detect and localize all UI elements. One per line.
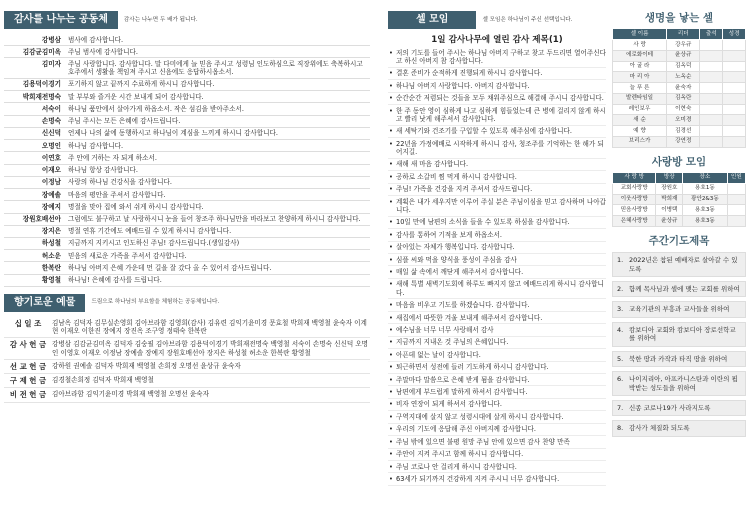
cell-group-cell: 김경선 bbox=[667, 126, 700, 137]
cell-group-cell: 김옥란 bbox=[667, 93, 700, 104]
sarangbang-title: 사랑방 모임 bbox=[651, 155, 707, 168]
sarangbang-header-cell: 사 랑 방 bbox=[613, 172, 656, 183]
gratitude-item: • 주님 코로나 안 걸리게 하시니 감사합니다. bbox=[388, 463, 606, 474]
sarangbang-cell bbox=[727, 194, 745, 205]
thanks-text: 말 부부와 즐거운 시간 보내게 되어 감사합니다. bbox=[68, 92, 204, 101]
prayer-text: 2022년은 참된 예배자로 살아갈 수 있도록 bbox=[629, 256, 738, 273]
thanks-row bbox=[4, 226, 370, 238]
cell-group-row bbox=[613, 137, 746, 148]
thanks-text: 그럼에도 불구하고 날 사랑하시니 눈을 들어 창조주 하나님만을 바라보고 찬양하게 하시니 감사합니다. bbox=[68, 215, 361, 224]
gratitude-item: • 한 주 동안 영이 심하게 나고 심하게 힘들었는데 큰 병에 걸리지 않게 하시고 빨리 낫게 해주셔서 감사합니다. bbox=[388, 107, 606, 126]
thanks-name: 손명숙 bbox=[41, 117, 61, 126]
prayer-item bbox=[612, 351, 746, 367]
cell-group-cell: 오미경 bbox=[667, 115, 700, 126]
thanks-text: 마음의 평안을 주셔서 감사합니다. bbox=[68, 190, 166, 199]
cell-group-row bbox=[613, 40, 746, 51]
thanks-row bbox=[4, 103, 370, 115]
cell-group-cell: 마 리 아 bbox=[613, 72, 667, 83]
gratitude-item: • 공하로 소갈비 찜 먹게 하시니 감사합니다. bbox=[388, 173, 606, 184]
gratitude-item: • 아픈데 없는 날이 감사합니다. bbox=[388, 351, 606, 362]
thanks-row bbox=[4, 46, 370, 58]
cell-group-row bbox=[613, 61, 746, 72]
thanks-text: 언제나 나의 삶에 동행하시고 하나님이 계심을 느끼게 하시니 감사합니다. bbox=[68, 129, 278, 138]
thanks-text: 믿음의 새로운 가족을 주셔서 감사합니다. bbox=[68, 251, 187, 260]
thanks-row bbox=[4, 116, 370, 128]
gratitude-item: • 마음을 비우고 기도를 하겠습니다. 감사합니다. bbox=[388, 301, 606, 312]
thanks-text: 포기하지 않고 끝까지 수료하게 하시니 감사합니다. bbox=[68, 80, 215, 89]
sarangbang-row bbox=[613, 216, 746, 227]
prayer-text: 감사가 체질화 되도록 bbox=[629, 424, 690, 433]
sarangbang-cell: 이웃사랑방 bbox=[613, 194, 656, 205]
gratitude-item: • 새해 특별 새벽기도회에 하루도 빠지지 않고 예배드리게 하시니 감사합니다. bbox=[388, 280, 606, 299]
thanks-name: 이정남 bbox=[41, 178, 61, 187]
cell-group-cell bbox=[700, 83, 723, 94]
thanks-row bbox=[4, 189, 370, 201]
prayer-item bbox=[612, 252, 746, 277]
cell-group-row bbox=[613, 83, 746, 94]
sarangbang-cell: 교회사랑방 bbox=[613, 183, 656, 194]
cell-group-cell bbox=[723, 50, 746, 61]
cell-group-cell: 브리스가 bbox=[613, 137, 667, 148]
offering-list bbox=[4, 317, 370, 403]
thanks-row bbox=[4, 250, 370, 262]
left-column bbox=[4, 0, 370, 403]
offering-section-header bbox=[4, 293, 370, 313]
prayer-text: 나이지리아, 아프카니스탄과 이란의 핍박받는 성도들을 위하여 bbox=[629, 375, 738, 392]
cell-group-cell bbox=[723, 104, 746, 115]
sarangbang-header-cell: 장소 bbox=[683, 172, 728, 183]
cell-group-cell: 강우규 bbox=[667, 40, 700, 51]
sarangbang-header-cell: 방장 bbox=[656, 172, 683, 183]
offering-type: 비 전 헌 금 bbox=[9, 390, 47, 400]
gratitude-item: • 심플 씨와 먹을 양식을 풍성이 주심을 감사 bbox=[388, 256, 606, 267]
thanks-row bbox=[4, 275, 370, 287]
cell-group-cell: 에로화이테 bbox=[613, 50, 667, 61]
cell-group-row bbox=[613, 115, 746, 126]
thanks-text: 주 안에 거하는 자 되게 하소서. bbox=[68, 153, 158, 162]
cell-group-row bbox=[613, 93, 746, 104]
thanks-name: 박희재전명숙 bbox=[22, 92, 61, 101]
cell-group-cell bbox=[723, 83, 746, 94]
thanks-row bbox=[4, 262, 370, 274]
gratitude-item: • 비자 연장이 되게 하셔서 감사합니다. bbox=[388, 400, 606, 411]
gratitude-item: • 새집에서 따뜻한 겨울 보내게 해주셔서 감사합니다. bbox=[388, 314, 606, 325]
cell-group-cell bbox=[700, 137, 723, 148]
gratitude-item: • 구역지대에 살지 않고 성령시대에 살게 하시니 감사합니다. bbox=[388, 413, 606, 424]
gratitude-item: • 감사를 통하여 기적을 보게 하옵소서. bbox=[388, 231, 606, 242]
thanks-row bbox=[4, 214, 370, 226]
gratitude-item: • 10일 만에 남편의 소식을 들을 수 있도록 하심을 감사합니다. bbox=[388, 218, 606, 229]
cell-group-cell: 이현숙 bbox=[667, 104, 700, 115]
gratitude-item: • 주님! 가족을 건강을 지켜 주셔서 감사드립니다. bbox=[388, 185, 606, 196]
gratitude-heading: 1일 감사나무에 열린 감사 제목(1) bbox=[431, 35, 563, 45]
cell-group-cell bbox=[723, 126, 746, 137]
thanks-name: 허소운 bbox=[41, 251, 61, 260]
thanks-name: 김용덕이경기 bbox=[22, 80, 61, 89]
sarangbang-cell: 윤상규 bbox=[656, 216, 683, 227]
thanks-name: 김미자 bbox=[41, 59, 61, 68]
thanks-subtitle: 감사는 나누면 두 배가 됩니다. bbox=[123, 16, 198, 23]
cell-group-header-cell: 출석 bbox=[700, 29, 723, 40]
thanks-text: 주님 범사에 감사합니다. bbox=[68, 47, 138, 56]
prayer-text: 함께 목사님과 셀에 맺는 교회를 위하여 bbox=[629, 284, 740, 293]
prayer-number: 1. bbox=[617, 256, 624, 265]
thanks-text: 사랑의 하나님 건강식을 감사합니다. bbox=[68, 178, 172, 187]
cell-group-cell: 늘 푸 른 bbox=[613, 83, 667, 94]
cell-group-cell: 발렌타임일 bbox=[613, 93, 667, 104]
cell-group-row bbox=[613, 50, 746, 61]
offering-names: 강하원 권예솔 김덕자 박희재 백영철 손희정 오명선 윤상규 윤숙자 bbox=[52, 361, 241, 370]
thanks-name: 이연호 bbox=[41, 153, 61, 162]
prayer-item bbox=[612, 301, 746, 317]
sarangbang-header-cell: 인원 bbox=[727, 172, 745, 183]
cell-group-header-cell: 성경 bbox=[723, 29, 746, 40]
middle-column bbox=[388, 0, 606, 487]
cell-group-cell bbox=[700, 50, 723, 61]
prayer-number: 3. bbox=[617, 305, 624, 314]
offering-row bbox=[4, 317, 370, 338]
thanks-row bbox=[4, 152, 370, 164]
gratitude-item: • 새해 새 마음 감사합니다. bbox=[388, 160, 606, 171]
thanks-name: 김감균김미옥 bbox=[22, 47, 61, 56]
prayer-number: 2. bbox=[617, 284, 624, 293]
thanks-text: 하나님 항상 감사합니다. bbox=[68, 166, 138, 175]
thanks-text: 하나님 품안에서 살아가게 하옵소서. 작은 섬김을 받아주소서. bbox=[68, 104, 245, 113]
sarangbang-row bbox=[613, 183, 746, 194]
sarangbang-cell: 믿음사랑방 bbox=[613, 205, 656, 216]
offering-type: 십 일 조 bbox=[14, 318, 42, 328]
sarangbang-row bbox=[613, 194, 746, 205]
cell-group-cell bbox=[700, 40, 723, 51]
sarangbang-cell: 용호3동 bbox=[683, 216, 728, 227]
cell-group-cell: 레인보우 bbox=[613, 104, 667, 115]
thanks-text: 주님 사랑합니다. 감사합니다. 말 다미에게 늘 믿음 주시고 성령님 인도하심으로 직장위에도 축복하시고 호주에서 생활을 책임져 주시고 신음에도 응답하시옵소서. bbox=[68, 59, 363, 77]
gratitude-item: • 하나님 아버지 사랑합니다. 아버지 감사합니다. bbox=[388, 82, 606, 93]
prayer-item bbox=[612, 371, 746, 396]
cell-group-cell: 윤숙자 bbox=[667, 83, 700, 94]
sarangbang-cell bbox=[727, 183, 745, 194]
cell-group-cell bbox=[723, 137, 746, 148]
thanks-text: 하나님 아버지 은혜 가운데 먼 길을 잘 갔다 올 수 있어서 감사드립니다. bbox=[68, 263, 272, 272]
cell-group-header-cell: 리더 bbox=[667, 29, 700, 40]
offering-row bbox=[4, 374, 370, 388]
offering-names: 김경철손희정 김덕자 박희재 백영철 bbox=[52, 376, 154, 385]
prayer-number: 7. bbox=[617, 404, 624, 412]
thanks-text: 범사에 감사합니다. bbox=[68, 35, 124, 44]
sarangbang-cell: 광안2&3동 bbox=[683, 194, 728, 205]
thanks-text: 지금까지 지키시고 인도하신 주님! 감사드립니다.(생일감사) bbox=[68, 239, 240, 248]
gratitude-item: • 살아있는 자체가 행복입니다. 감사합니다. bbox=[388, 243, 606, 254]
gratitude-item: • 결혼 준비가 순적하게 진행되게 하시니 감사합니다. bbox=[388, 69, 606, 80]
cell-group-cell: 아 굴 라 bbox=[613, 61, 667, 72]
gratitude-item: • 매일 삶 속에서 깨닫게 해주셔서 감사합니다. bbox=[388, 268, 606, 279]
thanks-row bbox=[4, 128, 370, 140]
prayer-list bbox=[612, 252, 746, 437]
cell-group-row bbox=[613, 72, 746, 83]
cell-group-header-cell: 셀 이름 bbox=[613, 29, 667, 40]
cell-group-cell bbox=[700, 115, 723, 126]
offering-row bbox=[4, 338, 370, 359]
sarangbang-cell: 용호3동 bbox=[683, 205, 728, 216]
offering-title: 향기로운 예물 bbox=[4, 294, 85, 313]
gratitude-item: • 우리의 기도에 응답해 주신 아버지께 감사합니다. bbox=[388, 425, 606, 436]
gratitude-list bbox=[388, 49, 606, 486]
gratitude-item: • 63세가 되기까지 건강하게 지켜 주시니 너무 감사합니다. bbox=[388, 475, 606, 486]
thanks-section-header bbox=[4, 10, 370, 30]
thanks-row bbox=[4, 140, 370, 152]
sarangbang-cell: 은혜사랑방 bbox=[613, 216, 656, 227]
thanks-row bbox=[4, 238, 370, 250]
cell-group-cell: 사 랑 bbox=[613, 40, 667, 51]
offering-type: 감 사 헌 금 bbox=[9, 340, 47, 350]
thanks-name: 장지은 bbox=[41, 227, 61, 236]
cell-group-cell: 새 순 bbox=[613, 115, 667, 126]
prayer-item bbox=[612, 322, 746, 347]
thanks-row bbox=[4, 91, 370, 103]
offering-row bbox=[4, 360, 370, 374]
sarangbang-cell: 박희재 bbox=[656, 194, 683, 205]
offering-names: 김남옥 김덕자 김무실손영희 김아브라함 김영희(감사) 김유련 김익기윤미경 문효철 박희재 백영철 윤숙자 이계현 이재오 이한진 장예지 장진옥 조구영 정태숙 한복란 bbox=[52, 318, 367, 336]
sarangbang-row bbox=[613, 205, 746, 216]
sarangbang-cell bbox=[727, 216, 745, 227]
sarangbang-table bbox=[612, 172, 746, 227]
thanks-text: 하나님 감사합니다. bbox=[68, 141, 124, 150]
thanks-name: 오명인 bbox=[41, 141, 61, 150]
gratitude-item: • 22년을 가정예배로 시작하게 하시니 감사, 청조주를 기억하는 한 해가 되어지길. bbox=[388, 140, 606, 159]
thanks-name: 한복란 bbox=[41, 263, 61, 272]
offering-type: 선 교 헌 금 bbox=[9, 361, 47, 371]
thanks-name: 서숙이 bbox=[41, 104, 61, 113]
gratitude-item: • 퇴근하면서 성전에 들러 기도하게 하시니 감사합니다. bbox=[388, 363, 606, 374]
thanks-text: 명절 연휴 기간에도 예배드릴 수 있게 하시니 감사합니다. bbox=[68, 227, 232, 236]
thanks-name: 신신덕 bbox=[41, 129, 61, 138]
cell-group-table bbox=[612, 28, 746, 148]
thanks-title: 감사를 나누는 공동체 bbox=[4, 11, 118, 30]
thanks-row bbox=[4, 165, 370, 177]
cell-group-cell bbox=[723, 93, 746, 104]
thanks-row bbox=[4, 79, 370, 91]
offering-names: 김아브라함 김익기윤미경 박희재 백영철 오명선 윤숙자 bbox=[52, 390, 209, 399]
thanks-name: 장원호배선아 bbox=[22, 215, 61, 224]
prayer-text: 신종 코로나19가 사라지도록 bbox=[629, 404, 711, 412]
cell-group-title: 생명을 낳는 셀 bbox=[644, 12, 714, 24]
sarangbang-cell: 이병택 bbox=[656, 205, 683, 216]
cell-meeting-subtitle: 셀 모임은 하나님이 주신 선택입니다. bbox=[482, 16, 573, 23]
gratitude-item: • 주님 밖에 있으면 불평 원망 주님 안에 있으면 감사 찬양 만족 bbox=[388, 438, 606, 449]
cell-group-cell bbox=[723, 40, 746, 51]
gratitude-item: • 새 세탁기와 건조기를 구입할 수 있도록 해주심에 감사합니다. bbox=[388, 127, 606, 138]
thanks-text: 하나님! 은혜에 감사를 드립니다. bbox=[68, 276, 162, 285]
gratitude-item: • 지금까지 지내온 것 주님의 은혜입니다. bbox=[388, 338, 606, 349]
sarangbang-cell: 장원호 bbox=[656, 183, 683, 194]
prayer-item bbox=[612, 420, 746, 436]
cell-group-cell: 노옥순 bbox=[667, 72, 700, 83]
thanks-list bbox=[4, 34, 370, 287]
thanks-name: 황영철 bbox=[41, 276, 61, 285]
cell-group-cell bbox=[723, 61, 746, 72]
thanks-text: 명절을 맞아 집에 와서 쉬게 하시니 감사합니다. bbox=[68, 202, 204, 211]
cell-group-cell: 김옥덕 bbox=[667, 61, 700, 72]
cell-group-cell bbox=[700, 93, 723, 104]
thanks-text: 주님 주시는 모든 은혜에 감사드립니다. bbox=[68, 117, 181, 126]
thanks-name: 장예지 bbox=[41, 202, 61, 211]
cell-meeting-title: 셀 모임 bbox=[388, 11, 476, 30]
cell-group-cell bbox=[723, 72, 746, 83]
thanks-row bbox=[4, 201, 370, 213]
cell-group-row bbox=[613, 126, 746, 137]
thanks-name: 이재오 bbox=[41, 166, 61, 175]
offering-type: 구 제 헌 금 bbox=[9, 376, 47, 386]
prayer-number: 6. bbox=[617, 375, 624, 384]
cell-group-cell bbox=[700, 61, 723, 72]
cell-meeting-header bbox=[388, 10, 606, 30]
prayer-title: 주간기도제목 bbox=[648, 234, 710, 247]
thanks-row bbox=[4, 58, 370, 78]
prayer-number: 8. bbox=[617, 424, 624, 433]
prayer-text: 교육기관의 부흥과 교사들을 위하여 bbox=[629, 305, 730, 314]
gratitude-item: • 저의 기도를 들어 주시는 하나님 아버지 구하고 찾고 두드리면 열어주신다고 하신 아버지 참 감사합니다. bbox=[388, 49, 606, 68]
thanks-name: 장예솔 bbox=[41, 190, 61, 199]
prayer-text: 캄보디아 교회와 캄보디아 장로선학교를 위하여 bbox=[629, 325, 736, 343]
gratitude-item: • 주안이 지켜 주시고 함께 하시니 감사합니다. bbox=[388, 450, 606, 461]
prayer-number: 4. bbox=[617, 325, 624, 334]
thanks-name: 하성철 bbox=[41, 239, 61, 248]
sarangbang-cell: 용호1동 bbox=[683, 183, 728, 194]
cell-group-cell bbox=[700, 126, 723, 137]
prayer-text: 북한 땅과 카작과 타직 땅을 위하여 bbox=[629, 354, 728, 363]
thanks-row bbox=[4, 177, 370, 189]
gratitude-item: • 주말마다 말씀으로 은혜 받게 됨을 감사합니다. bbox=[388, 376, 606, 387]
prayer-item bbox=[612, 281, 746, 297]
gratitude-item: • 남편에게 부드럽게 말하게 하셔서 감사합니다. bbox=[388, 388, 606, 399]
offering-names: 강병삼 김감균김미옥 김덕자 김숭필 김아브라함 김용덕이경기 박희재전명숙 백영철 서숙이 손명숙 신신덕 오명인 이영호 이재오 이정남 장예솔 장예지 장원호배선아 장지은 하성철 허소운 한복란 황영철 bbox=[52, 340, 369, 357]
prayer-item bbox=[612, 400, 746, 416]
cell-group-cell bbox=[723, 115, 746, 126]
cell-group-row bbox=[613, 104, 746, 115]
gratitude-item: • 순간순간 저렴되는 것들을 모두 채워주심으로 해결해 주시니 감사합니다. bbox=[388, 94, 606, 105]
thanks-name: 강병삼 bbox=[41, 35, 61, 44]
cell-group-cell bbox=[700, 72, 723, 83]
right-column bbox=[612, 0, 746, 441]
gratitude-item: • 예수님을 너무 너무 사랑해서 감사 bbox=[388, 326, 606, 337]
cell-group-cell: 예 향 bbox=[613, 126, 667, 137]
offering-row bbox=[4, 388, 370, 402]
offering-subtitle: 드림으로 하나님의 부요함을 체험하는 공동체입니다. bbox=[91, 299, 220, 306]
cell-group-cell: 강연정 bbox=[667, 137, 700, 148]
prayer-number: 5. bbox=[617, 354, 624, 363]
gratitude-item: • 계획은 내가 세우지만 이루어 주실 분은 주님이심을 믿고 감사하며 나아갑니다. bbox=[388, 198, 606, 217]
cell-group-cell bbox=[700, 104, 723, 115]
cell-group-cell: 윤상규 bbox=[667, 50, 700, 61]
sarangbang-cell bbox=[727, 205, 745, 216]
thanks-row bbox=[4, 34, 370, 46]
